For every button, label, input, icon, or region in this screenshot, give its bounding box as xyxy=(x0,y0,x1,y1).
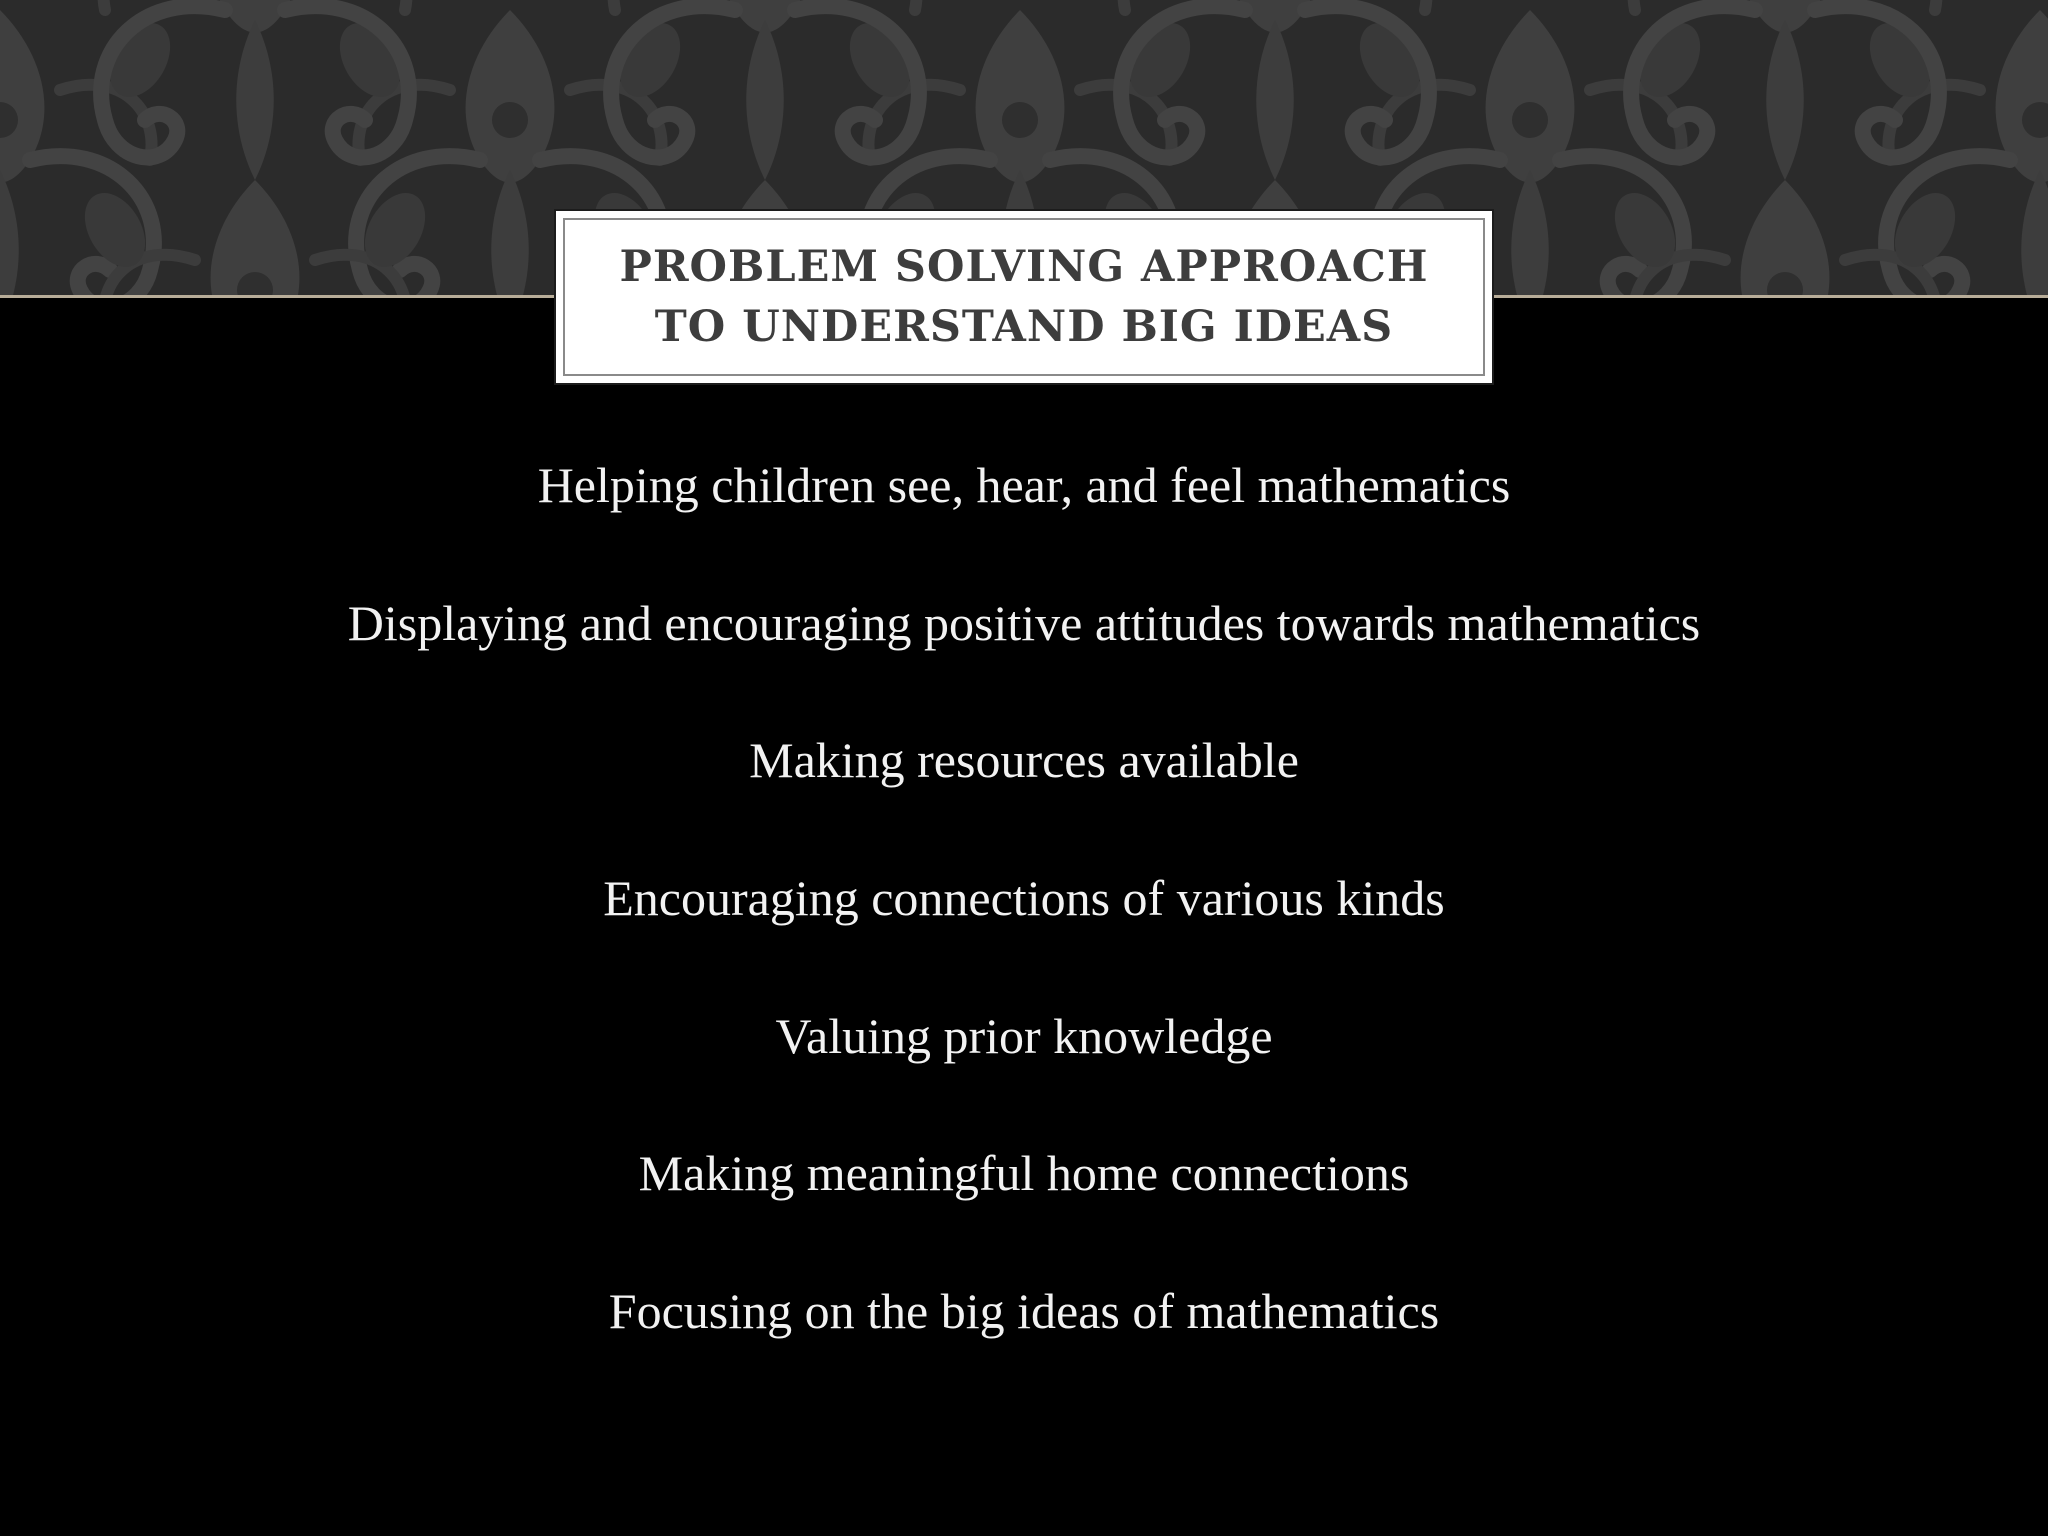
list-item: Helping children see, hear, and feel mathematics xyxy=(537,457,1511,513)
list-item: Displaying and encouraging positive attitudes towards mathematics xyxy=(347,594,1701,651)
title-box xyxy=(556,211,1492,383)
content-list xyxy=(0,448,2048,1412)
list-item: Making resources available xyxy=(749,732,1299,789)
slide-title-line-1: PROBLEM SOLVING APPROACH xyxy=(619,242,1429,292)
list-item: Valuing prior knowledge xyxy=(775,1007,1273,1064)
list-item: Focusing on the big ideas of mathematics xyxy=(608,1283,1440,1340)
list-item: Encouraging connections of various kinds xyxy=(603,870,1445,927)
slide-title-line-2: TO UNDERSTAND BIG IDEAS xyxy=(654,302,1394,352)
list-item: Making meaningful home connections xyxy=(638,1145,1410,1202)
